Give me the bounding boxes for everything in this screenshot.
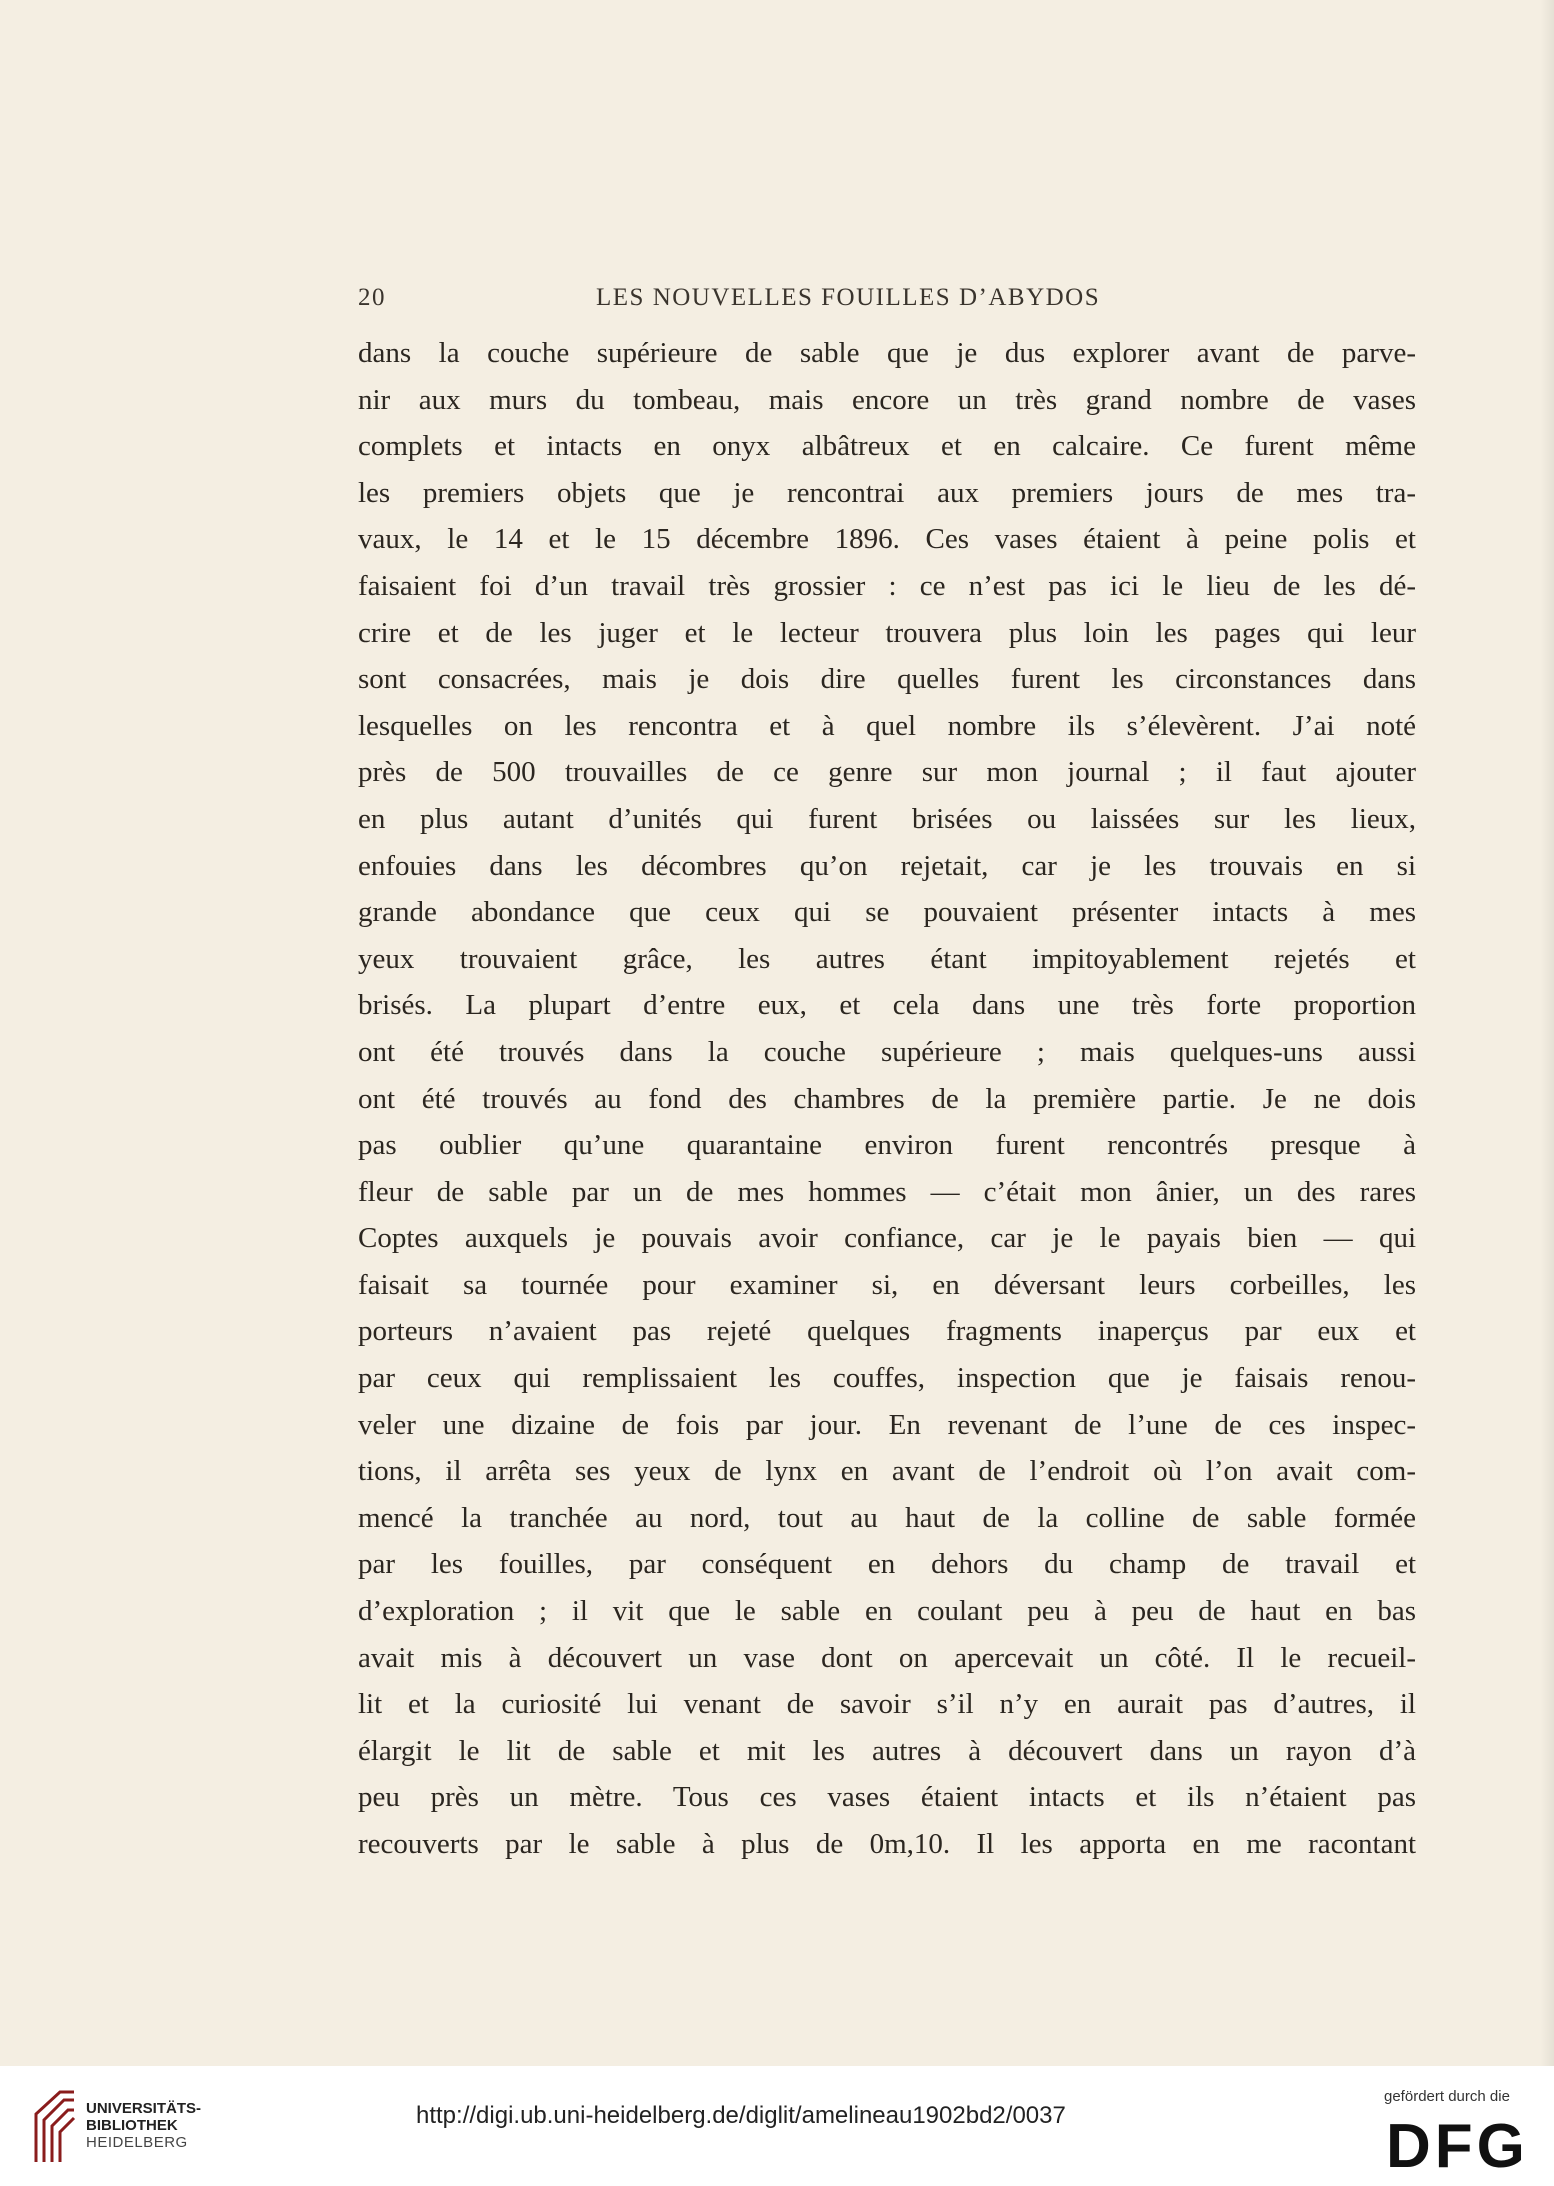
university-library-logo-icon xyxy=(30,2084,80,2166)
text-line: fleur de sable par un de mes hommes — c’était mon ânier, un des rares xyxy=(358,1175,1416,1208)
text-line: mencé la tranchée au nord, tout au haut de la colline de sable formée xyxy=(358,1501,1416,1534)
library-name xyxy=(86,2100,201,2151)
text-line: peu près un mètre. Tous ces vases étaient intacts et ils n’étaient pas xyxy=(358,1781,1416,1814)
funded-by-label: gefördert durch die xyxy=(1384,2088,1510,2105)
text-line: veler une dizaine de fois par jour. En revenant de l’une de ces inspec- xyxy=(358,1408,1416,1441)
library-name-line1: UNIVERSITÄTS- xyxy=(86,2100,202,2117)
page-number: 20 xyxy=(358,284,386,311)
text-line: pas oublier qu’une quarantaine environ furent rencontrés presque à xyxy=(358,1129,1416,1162)
text-line: grande abondance que ceux qui se pouvaient présenter intacts à mes xyxy=(358,896,1416,929)
text-line: complets et intacts en onyx albâtreux et en calcaire. Ce furent même xyxy=(358,430,1416,463)
text-line: tions, il arrêta ses yeux de lynx en avant de l’endroit où l’on avait com- xyxy=(358,1455,1416,1488)
text-line: vaux, le 14 et le 15 décembre 1896. Ces vases étaient à peine polis et xyxy=(358,523,1416,556)
text-line: faisait sa tournée pour examiner si, en déversant leurs corbeilles, les xyxy=(358,1268,1416,1301)
text-line: nir aux murs du tombeau, mais encore un très grand nombre de vases xyxy=(358,383,1416,416)
text-line: Coptes auxquels je pouvais avoir confiance, car je le payais bien — qui xyxy=(358,1222,1416,1255)
text-line: dans la couche supérieure de sable que je dus explorer avant de parve- xyxy=(358,337,1416,369)
text-line: avait mis à découvert un vase dont on apercevait un côté. Il le recueil- xyxy=(358,1641,1416,1674)
text-line: porteurs n’avaient pas rejeté quelques fragments inaperçus par eux et xyxy=(358,1315,1416,1348)
running-head xyxy=(358,284,1416,324)
text-line: d’exploration ; il vit que le sable en coulant peu à peu de haut en bas xyxy=(358,1595,1416,1628)
text-line: yeux trouvaient grâce, les autres étant impitoyablement rejetés et xyxy=(358,942,1416,975)
text-line: brisés. La plupart d’entre eux, et cela dans une très forte proportion xyxy=(358,989,1416,1022)
text-line: par ceux qui remplissaient les couffes, inspection que je faisais renou- xyxy=(358,1362,1416,1395)
text-line: les premiers objets que je rencontrai aux premiers jours de mes tra- xyxy=(358,476,1416,509)
footer-bar xyxy=(0,2066,1554,2186)
permalink-url[interactable]: http://digi.ub.uni-heidelberg.de/diglit/amelineau1902bd2/0037 xyxy=(416,2102,1066,2129)
library-name-line2: BIBLIOTHEK xyxy=(86,2117,178,2134)
dfg-logo: DFG xyxy=(1386,2112,1529,2181)
text-line: près de 500 trouvailles de ce genre sur mon journal ; il faut ajouter xyxy=(358,756,1416,789)
text-line: ont été trouvés dans la couche supérieure ; mais quelques-uns aussi xyxy=(358,1035,1416,1068)
page-edge-shadow xyxy=(1540,0,1554,2066)
text-line: lit et la curiosité lui venant de savoir s’il n’y en aurait pas d’autres, il xyxy=(358,1688,1416,1721)
text-line: crire et de les juger et le lecteur trouvera plus loin les pages qui leur xyxy=(358,616,1416,649)
text-line: par les fouilles, par conséquent en dehors du champ de travail et xyxy=(358,1548,1416,1581)
text-line: élargit le lit de sable et mit les autres à découvert dans un rayon d’à xyxy=(358,1734,1416,1767)
library-name-line3: HEIDELBERG xyxy=(86,2134,188,2151)
text-line: faisaient foi d’un travail très grossier : ce n’est pas ici le lieu de les dé- xyxy=(358,569,1416,602)
text-line: lesquelles on les rencontra et à quel nombre ils s’élevèrent. J’ai noté xyxy=(358,709,1416,742)
text-line: ont été trouvés au fond des chambres de la première partie. Je ne dois xyxy=(358,1082,1416,1115)
text-line: recouverts par le sable à plus de 0m,10. Il les apporta en me racontant xyxy=(358,1828,1416,1860)
text-line: en plus autant d’unités qui furent brisées ou laissées sur les lieux, xyxy=(358,802,1416,835)
text-line: sont consacrées, mais je dois dire quelles furent les circonstances dans xyxy=(358,663,1416,696)
text-line: enfouies dans les décombres qu’on rejetait, car je les trouvais en si xyxy=(358,849,1416,882)
body-text xyxy=(358,330,1416,1868)
running-title: LES NOUVELLES FOUILLES D’ABYDOS xyxy=(596,284,1101,311)
